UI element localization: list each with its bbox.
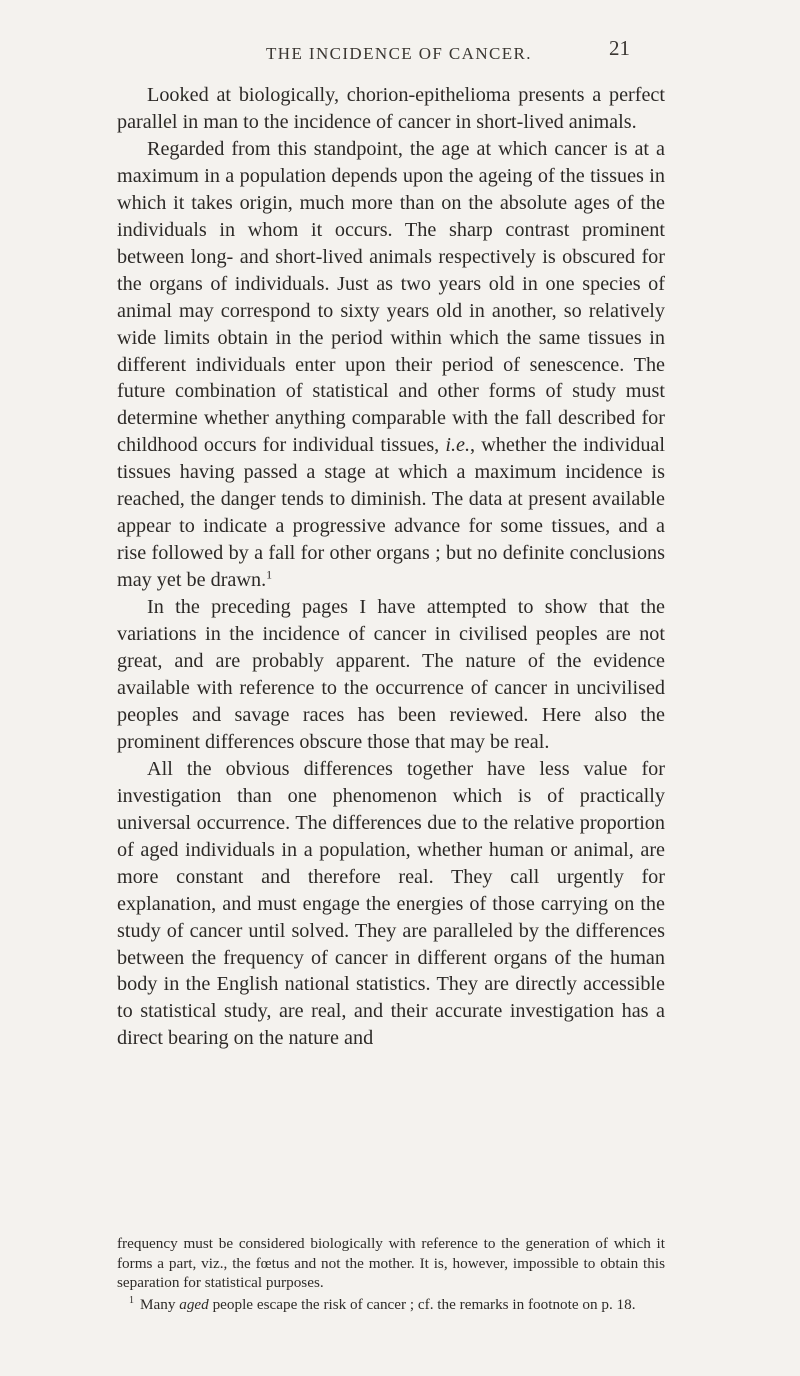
paragraph-2-text-a: Regarded from this standpoint, the age at which cancer is at a maximum in a population depends upon the ageing of the tissues in which it takes origin, much more than on the absolute ages of the individuals in whom it occurs. The sharp contrast prominent between long- and short-lived animals respectively is obscured for the organs of individuals. Just as two years old in one species of animal may correspond to sixty years old in another, so relatively wide limits obtain in the period within which the same tissues in different individuals enter upon their period of senescence. The future combination of statistical and other forms of study must determine whether anything comparable with the fall described for childhood occurs for individual tissues, [117,137,665,457]
footnote-reference[interactable]: 1 [266,567,273,582]
footnote-1-text-a: Many [140,1295,180,1313]
footnote-1-text-b: people escape the risk of cancer ; cf. the remarks in footnote on p. 18. [208,1295,636,1313]
page-number: 21 [609,36,630,60]
ie-abbreviation: i.e. [445,434,471,457]
footnote-continuation: frequency must be considered biologically with reference to the generation of which it forms a part, viz., the fœtus and not the mother. It is, however, impossible to obtain this separation for statistical purposes. [117,1235,665,1292]
footnote-1 [117,1295,665,1315]
running-head: THE INCIDENCE OF CANCER. [266,44,532,63]
paragraph-3: In the preceding pages I have attempted to show that the variations in the incidence of cancer in civilised peoples are not great, and are probably apparent. The nature of the evidence available with reference to the occurrence of cancer in uncivilised peoples and savage races has been reviewed. Here also the prominent differences obscure those that may be real. [117,596,665,753]
body-text [117,82,665,1052]
paragraph-1: Looked at biologically, chorion-epithelioma presents a perfect parallel in man to the incidence of cancer in short-lived animals. [117,84,665,133]
paragraph-4: All the obvious differences together have less value for investigation than one phenomenon which is of practically universal occurrence. The differences due to the relative proportion of aged individuals in a population, whether human or animal, are more constant and therefore real. They call urgently for explanation, and must engage the energies of those carrying on the study of cancer until solved. They are paralleled by the differences between the frequency of cancer in different organs of the human body in the English national statistics. They are directly accessible to statistical study, are real, and their accurate investigation has a direct bearing on the nature and [117,757,665,1050]
footnotes [117,1234,665,1314]
paragraph-2 [117,136,665,594]
footnote-1-emphasis: aged [179,1295,209,1313]
paragraph-2-text-b: , whether the individual tissues having passed a stage at which a maximum incidence is reached, the danger tends to diminish. The data at present available appear to indicate a progressive advance for some tissues, and a rise followed by a fall for other organs ; but no definite conclusions may yet be drawn. [117,434,666,592]
footnote-mark: 1 [129,1294,134,1306]
